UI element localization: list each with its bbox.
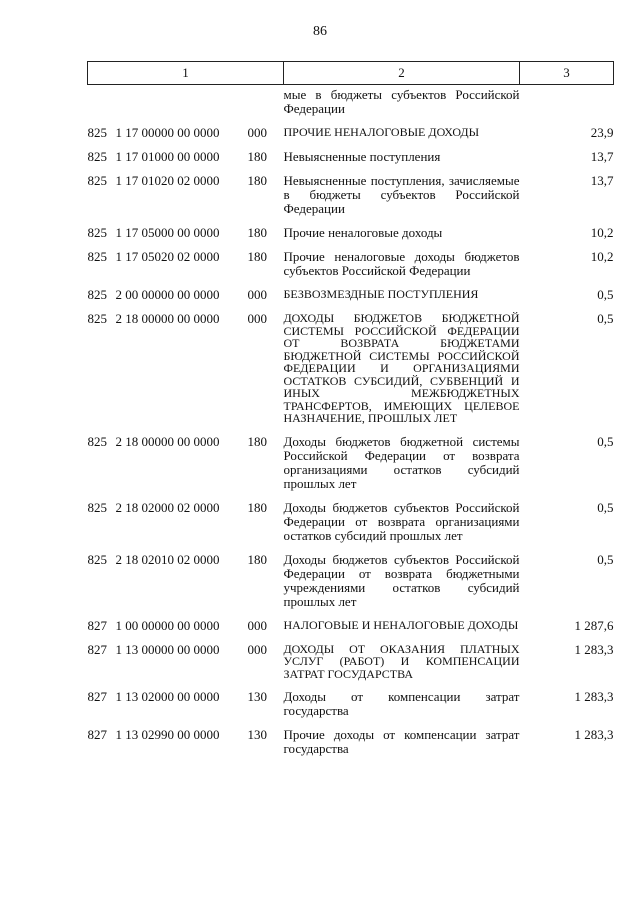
row-sum: 0,5	[597, 287, 614, 302]
row-classification-code: 1 13 02000 00 0000	[115, 689, 220, 704]
row-code	[88, 123, 284, 147]
table-row	[88, 432, 614, 498]
row-classification-code: 1 17 05000 00 0000	[115, 225, 220, 240]
row-admin-code: 827	[87, 641, 107, 657]
continuation-code	[88, 85, 284, 124]
row-code	[88, 498, 284, 550]
table-row	[88, 247, 614, 285]
row-admin-code: 825	[87, 225, 107, 240]
row-code	[88, 171, 284, 223]
row-code	[88, 550, 284, 616]
row-classification-code: 2 18 00000 00 0000	[115, 311, 220, 326]
row-subtype-code: 000	[247, 641, 267, 657]
budget-table	[87, 61, 614, 763]
continuation-name: мые в бюджеты субъектов Российской Федерации	[283, 87, 520, 116]
row-admin-code: 825	[87, 287, 107, 302]
row-admin-code: 825	[87, 551, 107, 567]
row-code	[88, 640, 284, 688]
row-name: ДОХОДЫ ОТ ОКАЗАНИЯ ПЛАТНЫХ УСЛУГ (РАБОТ) И КОМПЕНСАЦИИ ЗАТРАТ ГОСУДАРСТВА	[283, 641, 520, 681]
row-admin-code: 825	[87, 499, 107, 515]
row-admin-code: 827	[87, 727, 107, 742]
row-sum: 1 283,3	[574, 727, 614, 742]
row-subtype-code: 130	[247, 727, 267, 742]
table-row	[88, 223, 614, 247]
row-classification-code: 2 18 02010 02 0000	[115, 551, 220, 567]
row-code	[88, 616, 284, 640]
table-row	[88, 616, 614, 640]
row-admin-code: 825	[87, 173, 107, 188]
row-code	[88, 223, 284, 247]
row-code	[88, 147, 284, 171]
row-code	[88, 432, 284, 498]
row-admin-code: 827	[87, 689, 107, 704]
table-row	[88, 309, 614, 432]
row-name: ДОХОДЫ БЮДЖЕТОВ БЮДЖЕТНОЙ СИСТЕМЫ РОССИЙСКОЙ ФЕДЕРАЦИИ ОТ ВОЗВРАТА БЮДЖЕТАМИ БЮДЖЕТНОЙ СИСТЕМЫ РОССИЙСКОЙ ФЕДЕРАЦИИ И ОРГАНИЗАЦИЯМИ ОСТАТКОВ СУБСИДИЙ, СУБВЕНЦИЙ И ИНЫХ МЕЖБЮДЖЕТНЫХ ТРАНСФЕРТОВ, ИМЕЮЩИХ ЦЕЛЕВОЕ НАЗНАЧЕНИЕ, ПРОШЛЫХ ЛЕТ	[283, 311, 520, 425]
row-admin-code: 825	[87, 433, 107, 449]
row-code	[88, 309, 284, 432]
row-classification-code: 1 17 00000 00 0000	[115, 125, 220, 140]
row-classification-code: 1 00 00000 00 0000	[115, 617, 220, 633]
row-subtype-code: 180	[247, 551, 267, 567]
row-name: Доходы бюджетов бюджетной системы Российской Федерации от возврата организациями остатков субсидий прошлых лет	[283, 433, 520, 491]
row-name: Прочие доходы от компенсации затрат государства	[283, 727, 520, 756]
row-name: Прочие неналоговые доходы	[283, 225, 443, 240]
row-subtype-code: 180	[247, 499, 267, 515]
row-sum: 0,5	[597, 433, 614, 449]
row-name: Доходы бюджетов субъектов Российской Федерации от возврата организациями остатков субсидий прошлых лет	[283, 499, 520, 543]
row-subtype-code: 180	[247, 433, 267, 449]
row-name: Невыясненные поступления, зачисляемые в бюджеты субъектов Российской Федерации	[283, 173, 520, 216]
row-sum: 13,7	[590, 173, 614, 188]
header-col-3: 3	[520, 62, 614, 85]
row-name: Доходы от компенсации затрат государства	[283, 689, 520, 718]
row-classification-code: 2 00 00000 00 0000	[115, 287, 220, 302]
row-admin-code: 825	[87, 311, 107, 326]
table-row	[88, 550, 614, 616]
row-classification-code: 1 13 02990 00 0000	[115, 727, 220, 742]
row-classification-code: 2 18 00000 00 0000	[115, 433, 220, 449]
row-admin-code: 825	[87, 125, 107, 140]
table-row	[88, 640, 614, 688]
row-name: ПРОЧИЕ НЕНАЛОГОВЫЕ ДОХОДЫ	[283, 125, 480, 139]
row-sum: 23,9	[590, 125, 614, 140]
row-sum: 1 287,6	[574, 617, 614, 633]
row-subtype-code: 180	[247, 225, 267, 240]
row-admin-code: 825	[87, 249, 107, 264]
header-col-1: 1	[88, 62, 284, 85]
table-row	[88, 171, 614, 223]
row-subtype-code: 130	[247, 689, 267, 704]
table-row	[88, 285, 614, 309]
row-subtype-code: 000	[247, 125, 267, 140]
row-sum: 10,2	[590, 225, 614, 240]
row-classification-code: 1 17 01020 02 0000	[115, 173, 220, 188]
header-col-2: 2	[284, 62, 520, 85]
page-number: 86	[313, 24, 327, 39]
table-header-row	[88, 62, 614, 85]
row-code	[88, 687, 284, 725]
table-row	[88, 123, 614, 147]
row-subtype-code: 180	[247, 149, 267, 164]
table-row	[88, 498, 614, 550]
row-name: Доходы бюджетов субъектов Российской Федерации от возврата бюджетными учреждениями остатков субсидий прошлых лет	[283, 551, 520, 609]
continuation-row	[88, 85, 614, 124]
row-classification-code: 1 17 05020 02 0000	[115, 249, 220, 264]
row-classification-code: 2 18 02000 02 0000	[115, 499, 220, 515]
row-sum: 0,5	[597, 311, 614, 326]
row-classification-code: 1 17 01000 00 0000	[115, 149, 220, 164]
row-code	[88, 725, 284, 763]
row-sum: 1 283,3	[574, 689, 614, 704]
row-code	[88, 247, 284, 285]
row-subtype-code: 180	[247, 249, 267, 264]
row-admin-code: 827	[87, 617, 107, 633]
table-row	[88, 725, 614, 763]
continuation-sum	[520, 85, 614, 124]
row-sum: 13,7	[590, 149, 614, 164]
row-subtype-code: 000	[247, 287, 267, 302]
row-code	[88, 285, 284, 309]
row-name: Невыясненные поступления	[283, 149, 441, 164]
row-sum: 10,2	[590, 249, 614, 264]
row-sum: 0,5	[597, 499, 614, 515]
row-sum: 0,5	[597, 551, 614, 567]
row-sum: 1 283,3	[574, 641, 614, 657]
row-subtype-code: 000	[247, 617, 267, 633]
row-name: БЕЗВОЗМЕЗДНЫЕ ПОСТУПЛЕНИЯ	[283, 287, 479, 301]
table-row	[88, 147, 614, 171]
row-admin-code: 825	[87, 149, 107, 164]
table-row	[88, 687, 614, 725]
row-subtype-code: 000	[247, 311, 267, 326]
row-name: Прочие неналоговые доходы бюджетов субъектов Российской Федерации	[283, 249, 520, 278]
row-classification-code: 1 13 00000 00 0000	[115, 641, 220, 657]
row-subtype-code: 180	[247, 173, 267, 188]
row-name: НАЛОГОВЫЕ И НЕНАЛОГОВЫЕ ДОХОДЫ	[283, 617, 519, 632]
